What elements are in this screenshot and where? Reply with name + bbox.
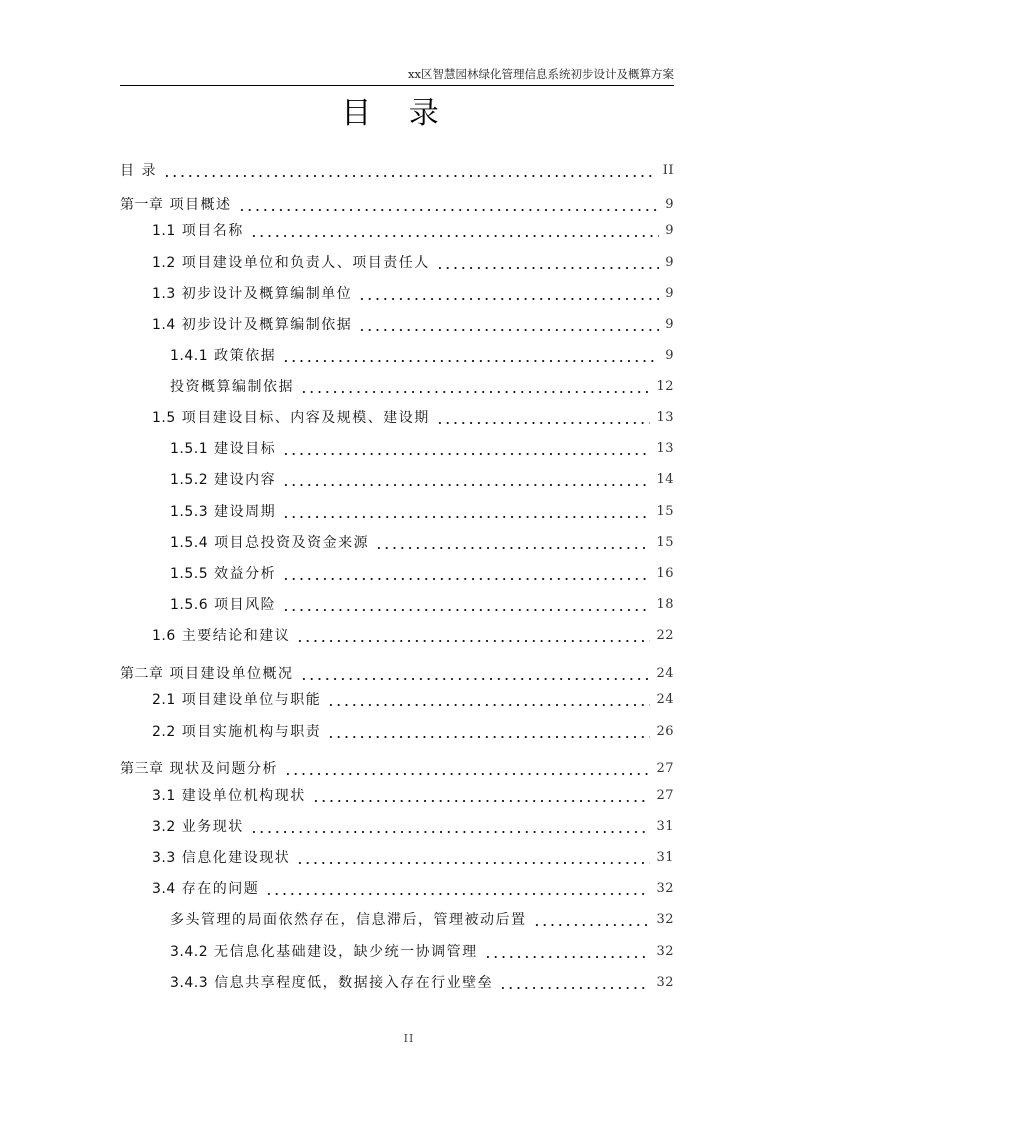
toc-entry-page: 9 bbox=[665, 255, 674, 270]
toc-entry-number: 1.5.6 bbox=[170, 597, 209, 613]
dot-leader bbox=[238, 209, 660, 211]
toc-entry-label: 无信息化基础建设，缺少统一协调管理 bbox=[214, 944, 478, 960]
toc-entry-page: 32 bbox=[656, 912, 674, 927]
toc-entry-label: 存在的问题 bbox=[181, 881, 260, 897]
toc-entry-page: II bbox=[662, 163, 674, 178]
toc-entry[interactable] bbox=[152, 405, 674, 429]
toc-entry-page: 26 bbox=[656, 724, 674, 739]
toc-entry-page: 9 bbox=[665, 223, 674, 238]
toc-entry-page: 15 bbox=[656, 535, 674, 550]
toc-entry-number: 2.2 bbox=[152, 724, 176, 740]
dot-leader bbox=[484, 956, 651, 958]
toc-entry-title bbox=[152, 284, 352, 305]
toc-entry-page: 31 bbox=[656, 850, 674, 865]
toc-entry-number: 3.3 bbox=[152, 850, 176, 866]
dot-leader bbox=[533, 924, 651, 926]
toc-entry[interactable] bbox=[120, 192, 674, 216]
toc-entry-number: 1.5.5 bbox=[170, 566, 209, 582]
toc-entry-page: 13 bbox=[656, 410, 674, 425]
toc-entry-label: 主要结论和建议 bbox=[181, 628, 291, 644]
toc-entry-title bbox=[120, 664, 294, 685]
toc-entry[interactable] bbox=[152, 783, 674, 807]
page-number: II bbox=[403, 1032, 415, 1045]
dot-leader bbox=[499, 987, 650, 989]
dot-leader bbox=[282, 516, 650, 518]
toc-entry-title bbox=[170, 470, 276, 491]
toc-entry-number: 第三章 bbox=[120, 761, 164, 777]
dot-leader bbox=[375, 547, 650, 549]
toc-entry-label: 项目建设单位与职能 bbox=[181, 692, 322, 708]
toc-entry[interactable] bbox=[152, 876, 674, 900]
toc-entry-page: 31 bbox=[656, 819, 674, 834]
toc-entry-label: 效益分析 bbox=[214, 566, 277, 582]
toc-entry-number: 2.1 bbox=[152, 692, 176, 708]
toc-entry[interactable] bbox=[170, 939, 674, 963]
toc-entry-number: 1.5.3 bbox=[170, 504, 209, 520]
toc-entry-page: 24 bbox=[656, 692, 674, 707]
toc-entry[interactable] bbox=[152, 719, 674, 743]
toc-entry[interactable] bbox=[170, 530, 674, 554]
toc-entry-page: 14 bbox=[656, 472, 674, 487]
toc-entry-label: 政策依据 bbox=[214, 348, 277, 364]
toc-entry-title bbox=[152, 879, 259, 900]
toc-entry[interactable] bbox=[170, 561, 674, 585]
toc-entry-label: 项目风险 bbox=[214, 597, 277, 613]
toc-entry-title bbox=[152, 690, 321, 711]
toc-entry-title bbox=[152, 315, 352, 336]
toc-entry-label: 多头管理的局面依然存在，信息滞后，管理被动后置 bbox=[170, 912, 527, 928]
toc-entry-title bbox=[170, 439, 276, 460]
toc-entry-page: 12 bbox=[656, 379, 674, 394]
running-header bbox=[120, 66, 674, 86]
dot-leader bbox=[436, 422, 651, 424]
dot-leader bbox=[327, 704, 650, 706]
dot-leader bbox=[282, 484, 650, 486]
toc-entry-page: 9 bbox=[665, 197, 674, 212]
toc-entry-number: 1.5.2 bbox=[170, 472, 209, 488]
toc-entry-title bbox=[120, 759, 278, 780]
toc-entry-label: 建设周期 bbox=[214, 504, 277, 520]
toc-entry-title bbox=[152, 817, 244, 838]
toc-entry-title bbox=[152, 786, 306, 807]
toc-entry-title bbox=[170, 973, 493, 994]
toc-entry-title bbox=[152, 253, 430, 274]
toc-entry-title bbox=[170, 564, 276, 585]
toc-entry-page: 32 bbox=[656, 975, 674, 990]
toc-entry-number: 1.5.4 bbox=[170, 535, 209, 551]
toc-entry-title bbox=[170, 502, 276, 523]
toc-entry-number: 1.1 bbox=[152, 223, 176, 239]
toc-entry-label: 投资概算编制依据 bbox=[170, 379, 294, 395]
page-title: 目 录 bbox=[341, 96, 453, 131]
toc-entry-label: 项目建设单位和负责人、项目责任人 bbox=[181, 255, 430, 271]
dot-leader bbox=[265, 893, 650, 895]
dot-leader bbox=[436, 267, 659, 269]
toc-entry-page: 15 bbox=[656, 504, 674, 519]
toc-entry-number: 1.4.1 bbox=[170, 348, 209, 364]
toc-entry-label: 信息化建设现状 bbox=[181, 850, 291, 866]
toc-entry[interactable] bbox=[170, 592, 674, 616]
toc-entry-title bbox=[152, 221, 244, 242]
toc-entry[interactable] bbox=[152, 814, 674, 838]
dot-leader bbox=[282, 453, 650, 455]
toc-entry[interactable] bbox=[120, 158, 674, 182]
toc-entry-number: 3.1 bbox=[152, 788, 176, 804]
toc-entry-label: 初步设计及概算编制单位 bbox=[181, 286, 353, 302]
toc-entry[interactable] bbox=[170, 374, 674, 398]
toc-entry-label: 项目总投资及资金来源 bbox=[214, 535, 370, 551]
toc-entry[interactable] bbox=[170, 343, 674, 367]
toc-entry-label: 项目实施机构与职责 bbox=[181, 724, 322, 740]
dot-leader bbox=[282, 360, 659, 362]
dot-leader bbox=[284, 773, 650, 775]
toc-entry-page: 9 bbox=[665, 286, 674, 301]
toc-entry-page: 22 bbox=[656, 628, 674, 643]
toc-entry-title bbox=[170, 910, 527, 931]
toc-entry-label: 建设单位机构现状 bbox=[181, 788, 306, 804]
toc-entry[interactable] bbox=[152, 623, 674, 647]
toc-entry-page: 9 bbox=[665, 348, 674, 363]
toc-entry[interactable] bbox=[170, 467, 674, 491]
toc-entry-page: 18 bbox=[656, 597, 674, 612]
dot-leader bbox=[250, 831, 651, 833]
toc-entry-page: 9 bbox=[665, 317, 674, 332]
toc-entry-page: 27 bbox=[656, 761, 674, 776]
toc-entry-number: 1.6 bbox=[152, 628, 176, 644]
toc-entry-label: 目 录 bbox=[120, 163, 157, 179]
dot-leader bbox=[250, 235, 659, 237]
toc-entry-number: 1.5.1 bbox=[170, 441, 209, 457]
toc-entry-label: 信息共享程度低，数据接入存在行业壁垒 bbox=[214, 975, 494, 991]
toc-entry[interactable] bbox=[120, 756, 674, 780]
toc-entry[interactable] bbox=[152, 250, 674, 274]
toc-entry-title bbox=[170, 942, 478, 963]
toc-entry-title bbox=[120, 195, 232, 216]
toc-entry-title bbox=[170, 533, 369, 554]
toc-entry-page: 24 bbox=[656, 666, 674, 681]
toc-entry-title bbox=[152, 408, 430, 429]
toc-entry-page: 27 bbox=[656, 788, 674, 803]
toc-entry-label: 项目建设单位概况 bbox=[169, 666, 294, 682]
toc-entry-number: 3.4.2 bbox=[170, 944, 209, 960]
toc-entry-title bbox=[170, 346, 276, 367]
toc-entry[interactable] bbox=[152, 845, 674, 869]
toc-entry-page: 32 bbox=[656, 881, 674, 896]
toc-entry-label: 项目名称 bbox=[181, 223, 244, 239]
toc-entry-page: 16 bbox=[656, 566, 674, 581]
toc-entry-number: 1.5 bbox=[152, 410, 176, 426]
toc-entry-number: 3.4.3 bbox=[170, 975, 209, 991]
toc-entry-label: 建设内容 bbox=[214, 472, 277, 488]
toc-entry-label: 项目建设目标、内容及规模、建设期 bbox=[181, 410, 430, 426]
toc-entry[interactable] bbox=[170, 907, 674, 931]
dot-leader bbox=[358, 329, 659, 331]
toc-entry-number: 1.2 bbox=[152, 255, 176, 271]
toc-entry[interactable] bbox=[152, 687, 674, 711]
dot-leader bbox=[300, 678, 651, 680]
toc-entry-title bbox=[170, 377, 294, 398]
dot-leader bbox=[300, 391, 650, 393]
dot-leader bbox=[296, 640, 650, 642]
toc-entry-label: 建设目标 bbox=[214, 441, 277, 457]
toc-entry[interactable] bbox=[120, 661, 674, 685]
toc-entry-label: 初步设计及概算编制依据 bbox=[181, 317, 353, 333]
toc-entry-title bbox=[152, 722, 321, 743]
toc-entry-title bbox=[152, 626, 290, 647]
dot-leader bbox=[163, 175, 657, 177]
dot-leader bbox=[358, 298, 659, 300]
toc-entry-title bbox=[120, 161, 157, 182]
dot-leader bbox=[327, 736, 650, 738]
toc-entry-number: 1.3 bbox=[152, 286, 176, 302]
toc-entry[interactable] bbox=[170, 970, 674, 994]
toc-entry-label: 现状及问题分析 bbox=[169, 761, 278, 777]
dot-leader bbox=[296, 862, 650, 864]
toc-entry-label: 业务现状 bbox=[181, 819, 244, 835]
toc-entry-number: 3.2 bbox=[152, 819, 176, 835]
dot-leader bbox=[282, 609, 650, 611]
toc-entry-title bbox=[152, 848, 290, 869]
toc-entry-number: 3.4 bbox=[152, 881, 176, 897]
dot-leader bbox=[312, 800, 651, 802]
toc-entry-title bbox=[170, 595, 276, 616]
toc-entry-number: 1.4 bbox=[152, 317, 176, 333]
toc-entry-number: 第二章 bbox=[120, 666, 164, 682]
toc-entry[interactable] bbox=[152, 218, 674, 242]
toc-entry-page: 13 bbox=[656, 441, 674, 456]
toc-entry[interactable] bbox=[170, 436, 674, 460]
toc-entry-number: 第一章 bbox=[120, 197, 164, 213]
dot-leader bbox=[282, 578, 650, 580]
running-header-title: xx区智慧园林绿化管理信息系统初步设计及概算方案 bbox=[408, 67, 674, 81]
toc-entry[interactable] bbox=[152, 281, 674, 305]
toc-entry-page: 32 bbox=[656, 944, 674, 959]
toc-entry[interactable] bbox=[152, 312, 674, 336]
toc-entry-label: 项目概述 bbox=[169, 197, 232, 213]
toc-entry[interactable] bbox=[170, 499, 674, 523]
